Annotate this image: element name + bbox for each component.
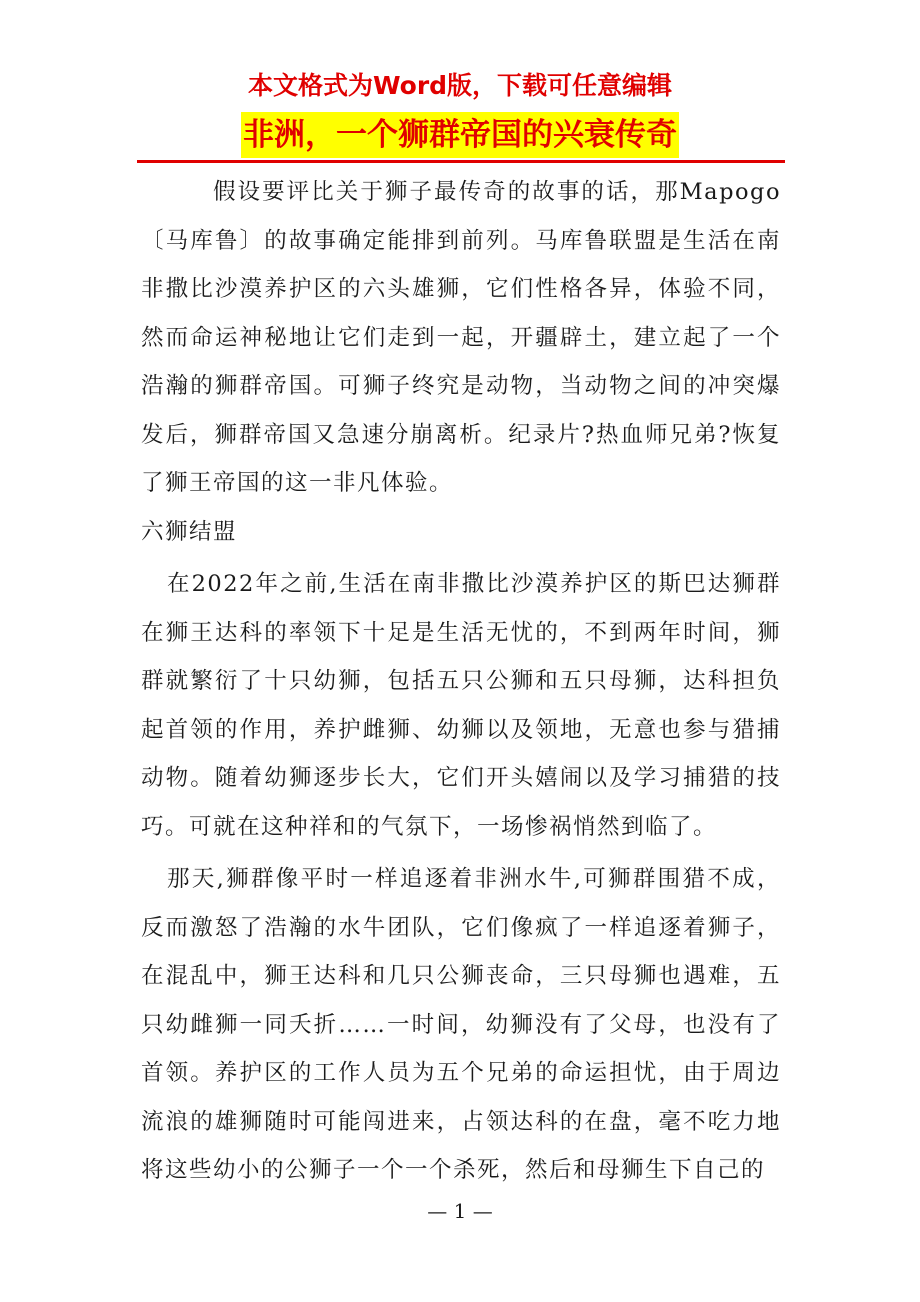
title-container (0, 112, 920, 158)
document-banner: 本文格式为Word版，下载可任意编辑 (247, 71, 673, 100)
paragraph-section-1: 在2022年之前,生活在南非撒比沙漠养护区的斯巴达狮群在狮王达科的率领下十足是生活无忧的，不到两年时间，狮群就繁衍了十只幼狮，包括五只公狮和五只母狮，达科担负起首领的作用，养护雌狮、幼狮以及领地，无意也参与猎捕动物。随着幼狮逐步长大，它们开头嬉闹以及学习捕猎的技巧。可就在这种祥和的气氛下，一场惨祸悄然到临了。 (141, 571, 781, 840)
title-divider (137, 160, 785, 163)
paragraph-section-2: 那天,狮群像平时一样追逐着非洲水牛,可狮群围猎不成，反而激怒了浩瀚的水牛团队，它们像疯了一样追逐着狮子，在混乱中，狮王达科和几只公狮丧命，三只母狮也遇难，五只幼雌狮一同夭折……一时间，幼狮没有了父母，也没有了首领。养护区的工作人员为五个兄弟的命运担忧，由于周边流浪的雄狮随时可能闯进来，占领达科的在盘，毫不吃力地将这些幼小的公狮子一个一个杀死，然后和母狮生下自己的 (141, 866, 781, 1183)
page-number: — 1 — (427, 1199, 493, 1223)
document-body (141, 168, 781, 1195)
document-title: 非洲，一个狮群帝国的兴衰传奇 (241, 112, 679, 158)
section-heading: 六狮结盟 (141, 518, 238, 545)
paragraph-intro: 假设要评比关于狮子最传奇的故事的话，那Mapogo〔马库鲁〕的故事确定能排到前列。马库鲁联盟是生活在南非撒比沙漠养护区的六头雄狮，它们性格各异，体验不同，然而命运神秘地让它们走到一起，开疆辟土，建立起了一个浩瀚的狮群帝国。可狮子终究是动物，当动物之间的冲突爆发后，狮群帝国又急速分崩离析。纪录片?热血师兄弟?恢复了狮王帝国的这一非凡体验。 (141, 179, 781, 496)
